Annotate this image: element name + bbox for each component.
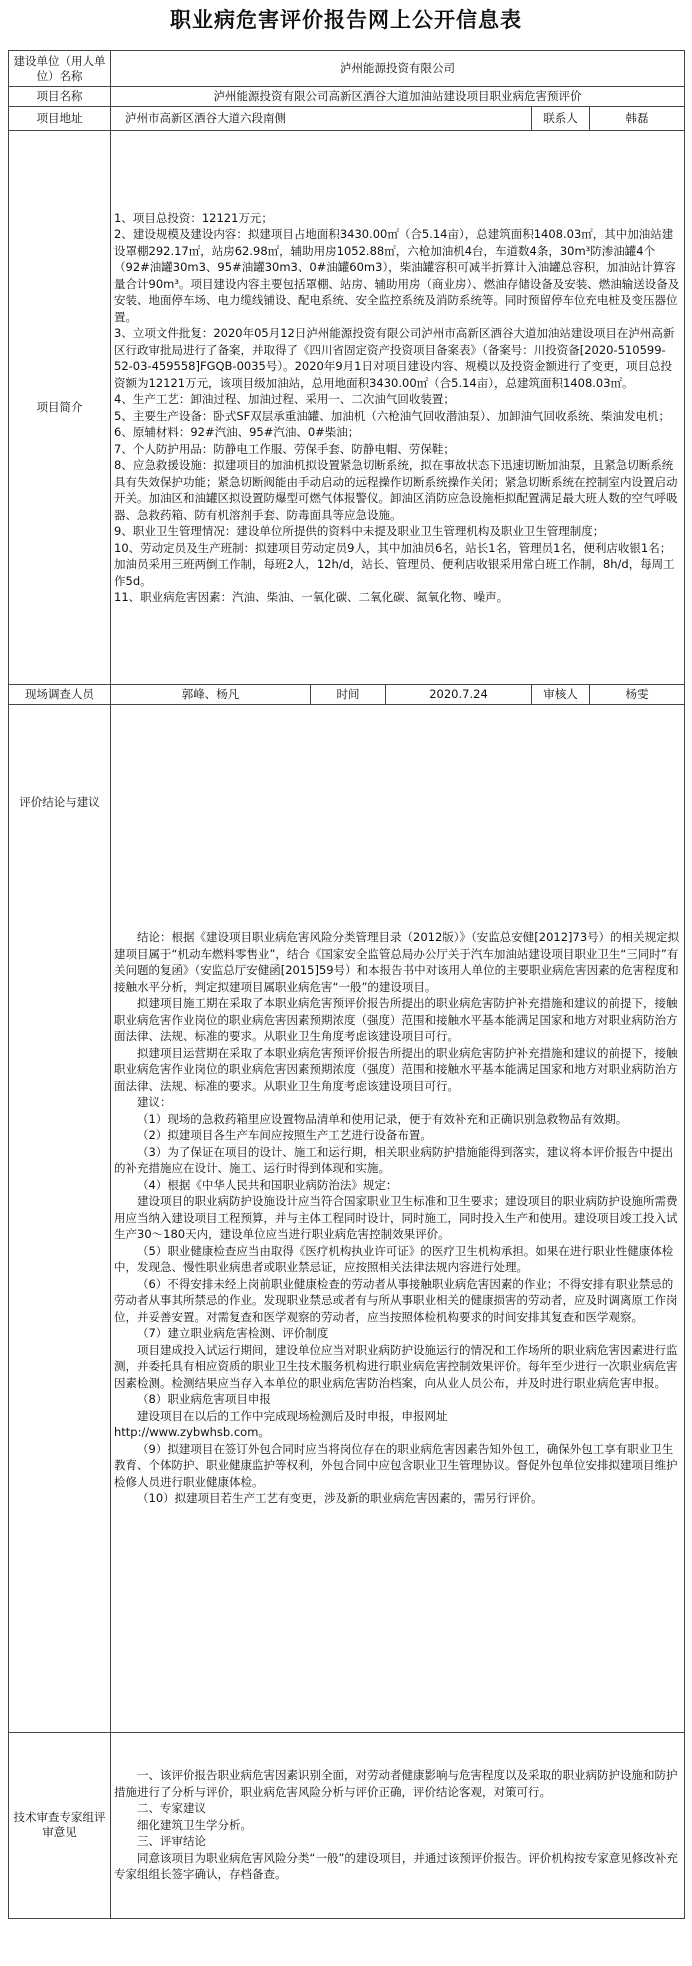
survey-people: 郭峰、杨凡 xyxy=(111,685,311,705)
address-label: 项目地址 xyxy=(9,107,111,131)
expert-content xyxy=(111,1732,685,1918)
unit-value: 泸州能源投资有限公司 xyxy=(111,51,685,87)
page-title: 职业病危害评价报告网上公开信息表 xyxy=(170,8,522,32)
expert-paragraph: 细化建筑卫生学分析。 xyxy=(137,1817,252,1832)
intro-paragraph: 2、建设规模及建设内容：拟建项目占地面积3430.00㎡（合5.14亩），总建筑面积1408.03㎡，其中加油站建设罩棚292.17㎡，站房62.98㎡，辅助用房1052.88㎡，六枪加油机4台，车道数4条，30m³防渗油罐4个（92#油罐30m3、95#油罐30m3、0#油罐60m3），柴油罐容积可减半折算计入油罐总容积，加油站计算容量合计90m³。项目建设内容主要包括罩棚、站房、辅助用房（商业房）、燃油存储设备及安装、燃油输送设备及安装、地面停车场、电力缆线铺设、配电系统、安全监控系统及消防系统等。同时预留停车位充电桩及变压器位置。 xyxy=(114,227,680,324)
row-survey xyxy=(9,685,685,705)
survey-time-value: 2020.7.24 xyxy=(386,685,532,705)
intro-paragraph: 3、立项文件批复：2020年05月12日泸州能源投资有限公司泸州市高新区酒谷大道加油站建设项目在泸州高新区行政审批局进行了备案，并取得了《四川省固定资产投资项目备案表》（备案号：川投资备[2020-510599-52-03-459558]FGQB-0035号）。2020年9月1日对项目建设内容、规模以及投资金额进行了变更，项目总投资额为12121万元，该项目级加油站，总用地面积3430.00㎡（合5.14亩），总建筑面积1408.03㎡。 xyxy=(114,326,675,390)
intro-paragraph: 5、主要生产设备：卧式SF双层承重油罐、加油机（六枪油气回收潜油泵）、加卸油气回收系统、柴油发电机； xyxy=(114,408,670,423)
conclusion-paragraph: 项目建成投入试运行期间，建设单位应当对职业病防护设施运行的情况和工作场所的职业病危害因素进行监测，并委托具有相应资质的职业卫生技术服务机构进行职业病危害控制效果评价。每年至少进行一次职业病危害因素检测。检测结果应当存入本单位的职业病危害防治档案，向从业人员公布，并及时进行职业病危害申报。 xyxy=(114,1342,678,1390)
conclusion-paragraph: （1）现场的急救药箱里应设置物品清单和使用记录，便于有效补充和正确识别急救物品有效期。 xyxy=(137,1111,628,1126)
row-intro xyxy=(9,131,685,685)
conclusion-paragraph: 建议： xyxy=(137,1095,172,1110)
unit-label: 建设单位（用人单位）名称 xyxy=(9,51,111,87)
expert-label: 技术审查专家组评审意见 xyxy=(9,1732,111,1918)
contact-value: 韩磊 xyxy=(590,107,685,131)
intro-paragraph: 6、原辅材料：92#汽油、95#汽油、0#柴油； xyxy=(114,425,360,439)
row-conclusion xyxy=(9,704,685,1732)
reviewer-value: 杨雯 xyxy=(590,685,685,705)
row-expert xyxy=(9,1732,685,1918)
info-table xyxy=(8,50,685,1919)
intro-content xyxy=(111,131,685,685)
expert-paragraph: 二、专家建议 xyxy=(137,1801,206,1816)
conclusion-paragraph: （9）拟建项目在签订外包合同时应当将岗位存在的职业病危害因素告知外包工，确保外包工享有职业卫生教育、个体防护、职业健康监护等权利，外包合同中应包含职业卫生管理协议。督促外包单位安排拟建项目维护检修人员进行职业健康体检。 xyxy=(114,1441,678,1489)
row-unit xyxy=(9,51,685,87)
conclusion-paragraph: （4）根据《中华人民共和国职业病防治法》规定： xyxy=(137,1177,398,1192)
conclusion-paragraph: 结论：根据《建设项目职业病危害风险分类管理目录（2012版）》（安监总安健[2012]73号）的相关规定拟建项目属于“机动车燃料零售业”，结合《国家安全监管总局办公厅关于汽车加油站建设项目职业卫生“三同时”有关问题的复函》（安监总厅安健函[2015]59号）和本报告书中对该用人单位的主要职业病危害因素的危害程度和接触水平分析，判定拟建项目属职业病危害“一般”的建设项目。 xyxy=(114,930,680,994)
intro-paragraph: 4、生产工艺：卸油过程、加油过程、采用一、二次油气回收装置； xyxy=(114,392,455,406)
reviewer-label: 审核人 xyxy=(532,685,590,705)
survey-label: 现场调查人员 xyxy=(9,685,111,705)
survey-time-label: 时间 xyxy=(311,685,386,705)
row-project-name xyxy=(9,87,685,107)
intro-label: 项目简介 xyxy=(9,131,111,685)
conclusion-content xyxy=(111,704,685,1732)
intro-paragraph: 9、职业卫生管理情况：建设单位所提供的资料中未提及职业卫生管理机构及职业卫生管理制度； xyxy=(114,524,605,538)
row-address xyxy=(9,107,685,131)
conclusion-url: http://www.zybwhsb.com。 xyxy=(114,1425,270,1440)
intro-paragraph: 10、劳动定员及生产班制：拟建项目劳动定员9人，其中加油员6名，站长1名，管理员1名，便利店收银1名；加油员采用三班两倒工作制，每班2人，12h/d，站长、管理员、便利店收银采用常白班工作制，8h/d，每周工作5d。 xyxy=(114,540,675,588)
project-name-value: 泸州能源投资有限公司高新区酒谷大道加油站建设项目职业病危害预评价 xyxy=(111,87,685,107)
intro-paragraph: 8、应急救援设施：拟建项目的加油机拟设置紧急切断系统，拟在事故状态下迅速切断加油泵，且紧急切断系统具有失效保护功能；紧急切断阀能由手动启动的远程操作切断系统操作关闭；紧急切断系统在控制室内设置启动开关。加油区和油罐区拟设置防爆型可燃气体报警仪。卸油区消防应急设施柜拟配置满足最大班人数的空气呼吸器、急救药箱、防有机溶剂手套、防毒面具等应急设施。 xyxy=(114,458,678,522)
conclusion-paragraph: （8）职业病危害项目申报 xyxy=(137,1392,271,1407)
conclusion-paragraph: 建设项目在以后的工作中完成现场检测后及时申报，申报网址 xyxy=(137,1408,448,1423)
conclusion-paragraph: 拟建项目施工期在采取了本职业病危害预评价报告所提出的职业病危害防护补充措施和建议的前提下，接触职业病危害作业岗位的职业病危害因素预期浓度（强度）范围和接触水平基本能满足国家和地方对职业病防治方面法律、法规、标准的要求。从职业卫生角度考虑该建设项目可行。 xyxy=(114,996,678,1044)
conclusion-paragraph: （7）建立职业病危害检测、评价制度 xyxy=(137,1326,329,1341)
conclusion-paragraph: （10）拟建项目若生产工艺有变更，涉及新的职业病危害因素的，需另行评价。 xyxy=(137,1491,543,1506)
contact-label: 联系人 xyxy=(532,107,590,131)
intro-paragraph: 11、职业病危害因素：汽油、柴油、一氧化碳、二氧化碳、氮氧化物、噪声。 xyxy=(114,590,509,604)
intro-paragraph: 1、项目总投资：12121万元； xyxy=(114,210,273,225)
conclusion-paragraph: （5）职业健康检查应当由取得《医疗机构执业许可证》的医疗卫生机构承担。如果在进行职业性健康体检中，发现急、慢性职业病患者或职业禁忌证，应按照相关法律法规内容进行处理。 xyxy=(114,1243,674,1275)
conclusion-paragraph: （6）不得安排未经上岗前职业健康检查的劳动者从事接触职业病危害因素的作业；不得安排有职业禁忌的劳动者从事其所禁忌的作业。发现职业禁忌或者有与所从事职业相关的健康损害的劳动者，应及时调离原工作岗位，并妥善安置。对需复查和医学观察的劳动者，应当按照体检机构要求的时间安排其复查和医学观察。 xyxy=(114,1276,678,1324)
conclusion-paragraph: （2）拟建项目各生产车间应按照生产工艺进行设备布置。 xyxy=(137,1128,432,1143)
expert-paragraph: 一、该评价报告职业病危害因素识别全面，对劳动者健康影响与危害程度以及采取的职业病防护设施和防护措施进行了分析与评价，职业病危害风险分析与评价正确，评价结论客观，对策可行。 xyxy=(114,1768,678,1799)
expert-paragraph: 同意该项目为职业病危害风险分类“一般”的建设项目，并通过该预评价报告。评价机构按专家意见修改补充专家组组长签字确认，存档备查。 xyxy=(114,1850,678,1882)
expert-paragraph: 三、评审结论 xyxy=(137,1834,206,1849)
project-name-label: 项目名称 xyxy=(9,87,111,107)
address-value: 泸州市高新区酒谷大道六段南侧 xyxy=(111,107,532,131)
conclusion-paragraph: （3）为了保证在项目的设计、施工和运行期，相关职业病防护措施能得到落实，建议将本评价报告中提出的补充措施应在设计、施工、运行时得到体现和实施。 xyxy=(114,1144,674,1176)
conclusion-paragraph: 建设项目的职业病防护设施设计应当符合国家职业卫生标准和卫生要求；建设项目的职业病防护设施所需费用应当纳入建设项目工程预算，并与主体工程同时设计，同时施工，同时投入生产和使用。建设项目竣工投入试生产30～180天内，建设单位应当进行职业病危害控制效果评价。 xyxy=(114,1194,678,1242)
intro-paragraph: 7、个人防护用品：防静电工作服、劳保手套、防静电帽、劳保鞋； xyxy=(114,441,455,456)
conclusion-label: 评价结论与建议 xyxy=(9,704,111,1732)
conclusion-paragraph: 拟建项目运营期在采取了本职业病危害预评价报告所提出的职业病危害防护补充措施和建议的前提下，接触职业病危害作业岗位的职业病危害因素预期浓度（强度）范围和接触水平基本能满足国家和地方对职业病防治方面法律、法规、标准的要求。从职业卫生角度考虑该建设项目可行。 xyxy=(114,1045,678,1093)
